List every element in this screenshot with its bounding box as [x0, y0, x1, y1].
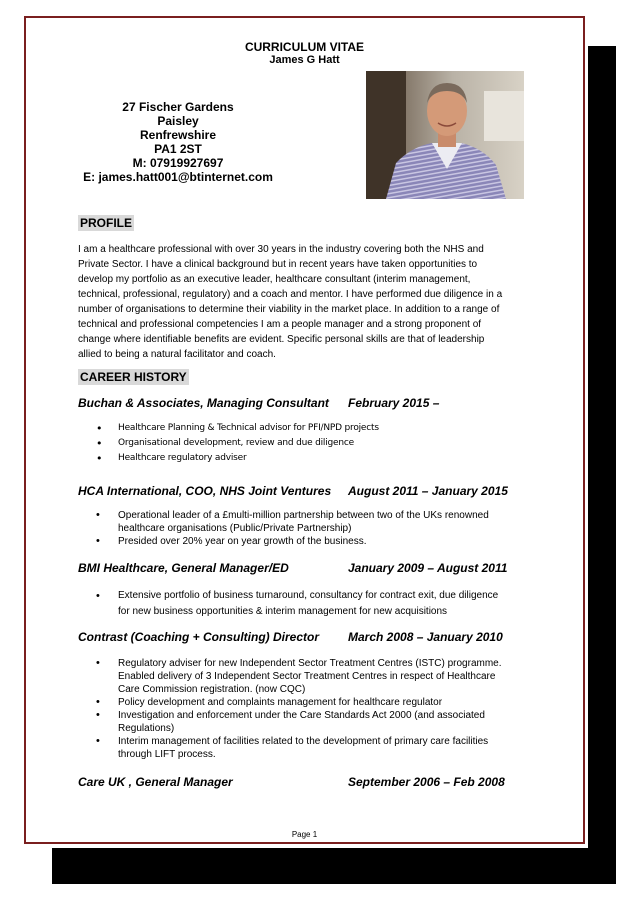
list-item [78, 535, 558, 548]
profile-heading: PROFILE [80, 216, 133, 230]
profile-line: change where identifiable benefits are evident. Specific personal skills are that of leadership [78, 334, 485, 345]
page-shadow-right [588, 46, 616, 884]
bullet-line: • Policy development and complaints management for healthcare regulator [118, 697, 443, 708]
job-title: Buchan & Associates, Managing Consultant [78, 396, 329, 410]
job-dates: March 2008 – January 2010 [348, 630, 503, 644]
profile-line: Private Sector. I have a clinical background but in recent years have taken opportunities to [78, 259, 478, 270]
address-postcode: PA1 2ST [154, 142, 202, 156]
list-item [78, 657, 558, 696]
list-item [78, 588, 558, 620]
page-number: Page 1 [291, 830, 318, 839]
job-dates: August 2011 – January 2015 [348, 484, 508, 498]
bullet-line: • Interim management of facilities related to the development of primary care facilities [118, 736, 489, 747]
list-item [78, 735, 558, 761]
mobile-number: M: 07919927697 [132, 156, 224, 170]
profile-line: allied to being a natural facilitator and coach. [78, 349, 276, 360]
bullet-line: for new business opportunities & interim management for new acquisitions [118, 606, 448, 617]
document-page [24, 16, 585, 844]
job-title: Care UK , General Manager [78, 775, 233, 789]
profile-line: develop my portfolio as an executive leader, healthcare consultant (interim management, [78, 274, 471, 285]
profile-line: technical and professional competencies I am a people manager and a strong proponent of [78, 319, 482, 330]
bullet-line: • Presided over 20% year on year growth of the business. [118, 536, 367, 547]
portrait-photo [366, 71, 524, 199]
profile-line: I am a healthcare professional with over 30 years in the industry covering both the NHS and [78, 244, 484, 255]
job-bullets [78, 509, 558, 548]
bullet-line: • Extensive portfolio of business turnaround, consultancy for contract exit, due diligence [118, 590, 499, 601]
address-street: 27 Fischer Gardens [122, 100, 234, 114]
list-item: • Healthcare regulatory adviser [78, 451, 558, 466]
job-dates: September 2006 – Feb 2008 [348, 775, 505, 789]
job-dates: January 2009 – August 2011 [348, 561, 508, 575]
page-shadow-bottom [52, 848, 616, 884]
job-entry-title [78, 561, 508, 575]
profile-text [78, 242, 558, 362]
document-title: CURRICULUM VITAE [244, 40, 365, 54]
job-entry-title [78, 484, 508, 498]
bullet-line: Regulations) [118, 723, 175, 734]
list-item: • Healthcare Planning & Technical advisor for PFI/NPD projects [78, 421, 558, 436]
job-entry-title [78, 396, 440, 410]
job-dates: February 2015 – [348, 396, 440, 410]
job-title: Contrast (Coaching + Consulting) Director [78, 630, 320, 644]
bullet-line: • Operational leader of a £multi-million partnership between two of the UKs renowned [118, 510, 489, 521]
bullet-line: • Regulatory adviser for new Independent Sector Treatment Centres (ISTC) programme. [118, 658, 502, 669]
bullet-line: Care Commission registration. (now CQC) [118, 684, 306, 695]
profile-section [78, 214, 134, 232]
list-item [78, 509, 558, 535]
career-history-heading: CAREER HISTORY [80, 370, 187, 384]
bullet-line: healthcare organisations (Public/Private Partnership) [118, 523, 352, 534]
candidate-name: James G Hatt [269, 54, 340, 66]
job-title: HCA International, COO, NHS Joint Ventures [78, 484, 332, 498]
job-entry-title [78, 630, 503, 644]
job-bullets [78, 588, 558, 620]
address-region: Renfrewshire [139, 128, 217, 142]
address-town: Paisley [157, 114, 199, 128]
career-history-section [78, 368, 189, 386]
list-item [78, 696, 558, 709]
job-entry-title [78, 775, 505, 789]
email-address: E: james.hatt001@btinternet.com [83, 170, 273, 184]
profile-line: technical, professional, regulatory) and a coach and mentor. I have performed due diligence in a [78, 289, 503, 300]
job-title: BMI Healthcare, General Manager/ED [78, 561, 289, 575]
list-item: • Organisational development, review and due diligence [78, 436, 558, 451]
bullet-line: through LIFT process. [118, 749, 216, 760]
bullet-line: Enabled delivery of 3 Independent Sector Treatment Centres in respect of Healthcare [118, 671, 496, 682]
job-bullets [78, 657, 558, 761]
profile-line: number of organisations to determine their viability in the market place. In addition to a range of [78, 304, 500, 315]
job-bullets [78, 421, 558, 466]
list-item [78, 709, 558, 735]
bullet-line: • Investigation and enforcement under the Care Standards Act 2000 (and associated [118, 710, 485, 721]
contact-block [78, 100, 278, 184]
